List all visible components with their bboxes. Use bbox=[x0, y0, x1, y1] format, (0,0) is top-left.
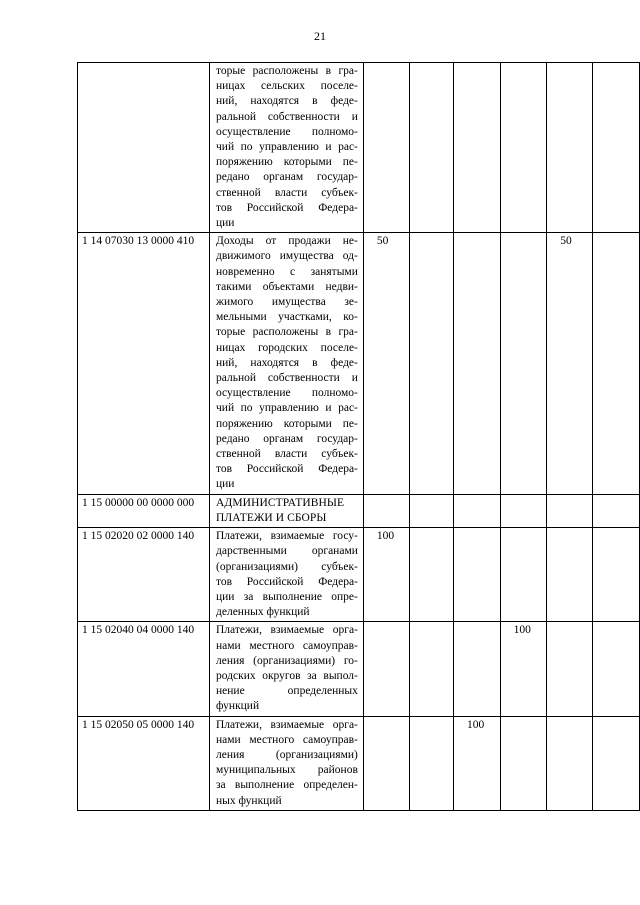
amount-cell: 50 bbox=[547, 233, 593, 494]
revenue-name-line: ний, находятся в феде- bbox=[216, 356, 358, 369]
revenue-name-line: Платежи, взимаемые орга- bbox=[216, 718, 358, 731]
revenue-name-line: тов Российской Федера- bbox=[216, 463, 358, 476]
revenue-name-line: движимого имущества од- bbox=[216, 250, 358, 263]
revenue-name-line: ции bbox=[216, 478, 235, 491]
revenue-name-line: Платежи, взимаемые госу- bbox=[216, 530, 358, 543]
revenue-name-line: (организациями) субъек- bbox=[216, 560, 358, 573]
revenue-name-line: родских округов за выпол- bbox=[216, 669, 358, 682]
amount-cell bbox=[500, 528, 547, 622]
amount-cell bbox=[547, 622, 593, 716]
revenue-code-cell: 1 15 02050 05 0000 140 bbox=[78, 716, 210, 810]
revenue-name-line: тов Российской Федера- bbox=[216, 575, 358, 588]
table-row bbox=[78, 716, 640, 810]
revenue-name-line: поряжению которыми пе- bbox=[216, 156, 358, 169]
table-row bbox=[78, 233, 640, 494]
revenue-name-cell bbox=[210, 622, 364, 716]
amount-cell bbox=[453, 233, 500, 494]
amount-cell bbox=[453, 622, 500, 716]
revenue-name-line: муниципальных районов bbox=[216, 764, 358, 777]
revenue-name-cell bbox=[210, 233, 364, 494]
revenue-name-line: ных функций bbox=[216, 794, 282, 807]
amount-cell bbox=[547, 494, 593, 527]
revenue-name-cell bbox=[210, 494, 364, 527]
budget-revenue-table bbox=[77, 62, 640, 811]
amount-cell: 50 bbox=[363, 233, 409, 494]
amount-cell bbox=[453, 528, 500, 622]
amount-cell bbox=[547, 528, 593, 622]
table-row bbox=[78, 494, 640, 527]
amount-cell bbox=[409, 494, 453, 527]
amount-cell: 100 bbox=[500, 622, 547, 716]
amount-cell: 100 bbox=[363, 528, 409, 622]
amount-cell bbox=[363, 716, 409, 810]
table-row bbox=[78, 63, 640, 233]
amount-cell bbox=[500, 233, 547, 494]
revenue-code-cell bbox=[78, 63, 210, 233]
amount-cell bbox=[363, 494, 409, 527]
revenue-name-line: такими объектами недви- bbox=[216, 280, 358, 293]
revenue-name-cell bbox=[210, 528, 364, 622]
revenue-name-line: за выполнение определен- bbox=[216, 779, 358, 792]
amount-cell bbox=[363, 63, 409, 233]
page-number: 21 bbox=[314, 29, 326, 43]
amount-cell bbox=[547, 63, 593, 233]
revenue-name-line: ственной власти субъек- bbox=[216, 448, 358, 461]
table-row bbox=[78, 528, 640, 622]
revenue-name-cell bbox=[210, 716, 364, 810]
table-row bbox=[78, 622, 640, 716]
revenue-name-line: осуществление полномо- bbox=[216, 125, 358, 138]
amount-cell bbox=[409, 716, 453, 810]
revenue-name-line: мельными участками, ко- bbox=[216, 311, 358, 324]
revenue-name-line: редано органам государ- bbox=[216, 171, 358, 184]
revenue-name-line: редано органам государ- bbox=[216, 432, 358, 445]
revenue-name-line: осуществление полномо- bbox=[216, 387, 358, 400]
revenue-code-cell: 1 14 07030 13 0000 410 bbox=[78, 233, 210, 494]
revenue-name-line: деленных функций bbox=[216, 606, 310, 619]
revenue-name-line: ции за выполнение опре- bbox=[216, 590, 358, 603]
amount-cell bbox=[409, 528, 453, 622]
amount-cell bbox=[500, 716, 547, 810]
amount-cell bbox=[409, 233, 453, 494]
revenue-name-line: чий по управлению и рас- bbox=[216, 402, 358, 415]
amount-cell bbox=[409, 63, 453, 233]
amount-cell bbox=[500, 494, 547, 527]
amount-cell: 100 bbox=[453, 716, 500, 810]
amount-cell bbox=[409, 622, 453, 716]
revenue-name-line: чий по управлению и рас- bbox=[216, 141, 358, 154]
amount-cell bbox=[453, 63, 500, 233]
revenue-code-cell: 1 15 02020 02 0000 140 bbox=[78, 528, 210, 622]
revenue-name-line: ПЛАТЕЖИ И СБОРЫ bbox=[216, 511, 327, 524]
revenue-name-line: торые расположены в гра- bbox=[216, 65, 358, 77]
amount-cell bbox=[593, 233, 640, 494]
revenue-code-cell: 1 15 02040 04 0000 140 bbox=[78, 622, 210, 716]
amount-cell bbox=[363, 622, 409, 716]
revenue-name-line: функций bbox=[216, 700, 260, 713]
revenue-name-line: нами местного самоуправ- bbox=[216, 639, 358, 652]
revenue-name-line: ления (организациями) го- bbox=[216, 654, 358, 667]
revenue-name-line: нами местного самоуправ- bbox=[216, 733, 358, 746]
revenue-code-cell: 1 15 00000 00 0000 000 bbox=[78, 494, 210, 527]
revenue-name-line: ции bbox=[216, 217, 235, 230]
amount-cell bbox=[593, 716, 640, 810]
revenue-name-line: нение определенных bbox=[216, 685, 358, 698]
revenue-name-line: АДМИНИСТРАТИВНЫЕ bbox=[216, 496, 345, 509]
amount-cell bbox=[593, 528, 640, 622]
revenue-name-line: Платежи, взимаемые орга- bbox=[216, 624, 358, 637]
amount-cell bbox=[593, 494, 640, 527]
revenue-name-line: дарственными органами bbox=[216, 545, 358, 558]
amount-cell bbox=[593, 622, 640, 716]
amount-cell bbox=[593, 63, 640, 233]
amount-cell bbox=[500, 63, 547, 233]
revenue-name-line: Доходы от продажи не- bbox=[216, 235, 358, 248]
revenue-name-line: ницах сельских поселе- bbox=[216, 80, 358, 93]
revenue-name-cell bbox=[210, 63, 364, 233]
revenue-name-line: жимого имущества зе- bbox=[216, 296, 358, 309]
revenue-name-line: тов Российской Федера- bbox=[216, 201, 358, 214]
revenue-name-line: ний, находятся в феде- bbox=[216, 95, 358, 108]
revenue-name-line: поряжению которыми пе- bbox=[216, 417, 358, 430]
amount-cell bbox=[453, 494, 500, 527]
revenue-name-line: ральной собственности и bbox=[216, 372, 358, 385]
revenue-name-line: новременно с занятыми bbox=[216, 265, 358, 278]
revenue-name-line: ницах городских поселе- bbox=[216, 341, 358, 354]
revenue-name-line: ления (организациями) bbox=[216, 748, 358, 761]
revenue-name-line: ральной собственности и bbox=[216, 110, 358, 123]
revenue-name-line: ственной власти субъек- bbox=[216, 186, 358, 199]
amount-cell bbox=[547, 716, 593, 810]
revenue-name-line: торые расположены в гра- bbox=[216, 326, 358, 339]
